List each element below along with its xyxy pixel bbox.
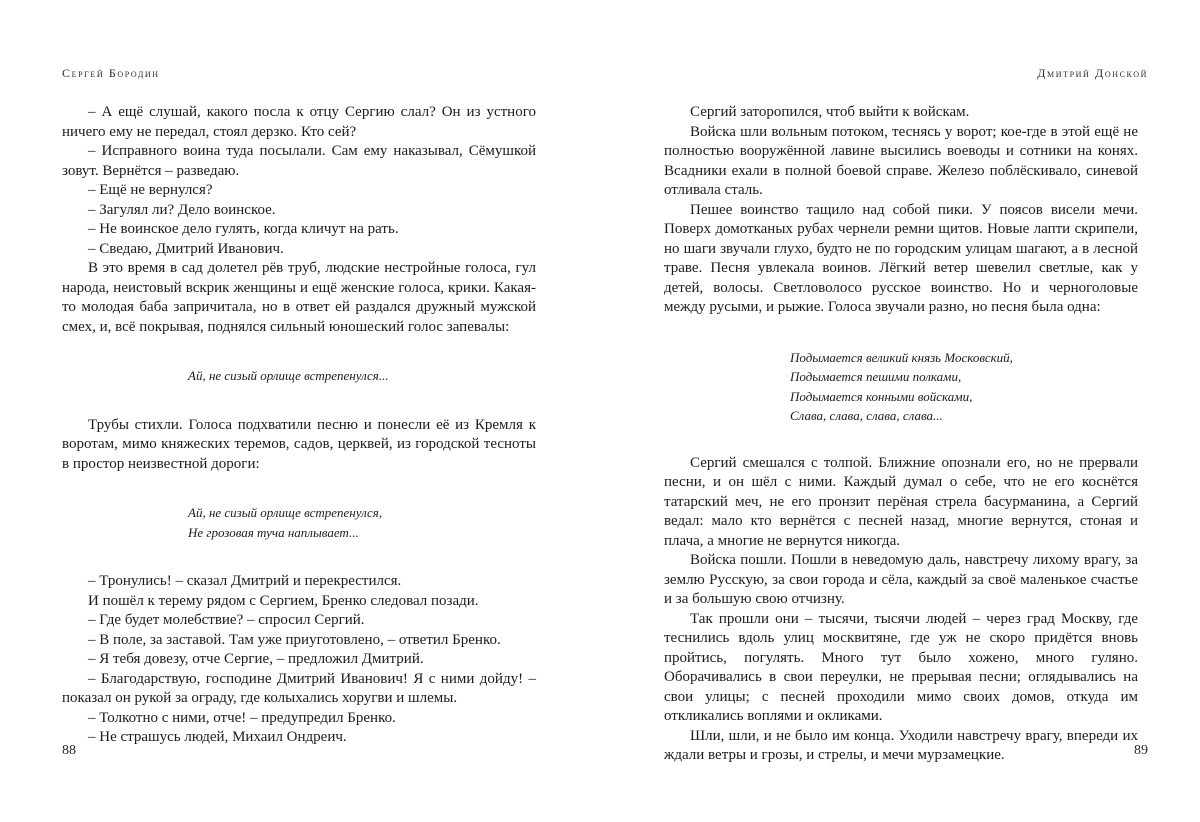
paragraph: Сергий смешался с толпой. Ближние опознали его, но не прервали песни, и он шёл с ними. Каждый думал о себе, что не его коснётся татарский меч, не его пронзит перёная стрела басурманина, а Сергий ведал: мало кто вернётся с песней назад, многие вернутся, стоная и плача, а многие не вернутся никогда. <box>664 454 1138 549</box>
paragraph: Шли, шли, и не было им конца. Уходили навстречу врагу, впереди их ждали ветры и грозы, и стрелы, и мечи мурзамецкие. <box>664 727 1138 763</box>
paragraph: – Сведаю, Дмитрий Иванович. <box>88 240 284 257</box>
paragraph: – Не страшусь людей, Михаил Ондреич. <box>88 729 347 745</box>
running-head-author: Сергей Бородин <box>62 66 160 80</box>
paragraph: В это время в сад долетел рёв труб, людские нестройные голоса, гул народа, неистовый вскрик женщины и ещё женские голоса, крики. Какая-то молодая баба запричитала, но в ответ ей раздался дружный мужской смех, и, всё покрывая, поднялся сильный юношеский голос запевалы: <box>62 260 536 335</box>
verse-line: Ай, не сизый орлище встрепенулся, <box>188 505 383 520</box>
verse-line: Слава, слава, слава, слава... <box>790 408 943 423</box>
paragraph: – Толкотно с ними, отче! – предупредил Бренко. <box>88 709 396 726</box>
paragraph: – Загулял ли? Дело воинское. <box>88 201 276 218</box>
paragraph: – Я тебя довезу, отче Сергие, – предложил Дмитрий. <box>88 651 424 667</box>
verse-quote <box>62 337 536 416</box>
verse-line: Ай, не сизый орлище встрепенулся... <box>188 368 389 383</box>
paragraph: – Благодарствую, господине Дмитрий Иванович! Я с ними дойду! – показал он рукой за ограду, где колыхались хоругви и шлемы. <box>62 670 536 706</box>
paragraph: – Тронулись! – сказал Дмитрий и перекрестился. <box>88 573 402 589</box>
right-page <box>600 0 1200 822</box>
paragraph: Пешее воинство тащило над собой пики. У поясов висели мечи. Поверх домотканых рубах чернели ремни щитов. Новые лапти скрипели, но шаги звучали глухо, будто не по городским улицам шагают, а в лесной траве. Песня увлекала воинов. Лёгкий ветер шевелил светлые, как у детей, волосы. Светловолосо русское воинство. Но и черноголовые между русыми, и рыжие. Голоса звучали разно, но песня была одна: <box>664 201 1138 315</box>
paragraph: Сергий заторопился, чтоб выйти к войскам. <box>690 104 970 120</box>
right-page-body <box>664 103 1138 766</box>
verse-line: Подымается великий князь Московский, <box>790 349 1013 365</box>
paragraph: – Не воинское дело гулять, когда кличут на рать. <box>88 221 399 237</box>
paragraph: – В поле, за заставой. Там уже приуготовлено, – ответил Бренко. <box>88 631 501 648</box>
left-page-body <box>62 103 536 748</box>
page-number: 88 <box>62 743 76 758</box>
verse-line: Подымается пешими полками, <box>790 369 962 384</box>
paragraph: – Где будет молебствие? – спросил Сергий. <box>88 612 365 628</box>
paragraph: Войска пошли. Пошли в неведомую даль, навстречу лихому врагу, за землю Русскую, за свои города и сёла, каждый за своё маленькое счастье и за большую свою отчизну. <box>664 552 1138 607</box>
page-number: 89 <box>1134 743 1148 758</box>
verse-line: Не грозовая туча наплывает... <box>188 524 359 540</box>
paragraph: Так прошли они – тысячи, тысячи людей – через град Москву, где теснились вдоль улиц москвитяне, где уж не скоро придётся вновь пройтись, погулять. Много тут было хожено, много гуляно. Оборачивались в свои переулки, не прерывая песни; оглядывались на свои улицы; с песней проходили мимо своих домов, откуда им откликались воплями и окликами. <box>664 610 1138 724</box>
verse-line: Подымается конными войсками, <box>790 388 973 404</box>
paragraph: – Ещё не вернулся? <box>88 182 213 198</box>
verse-quote <box>664 318 1138 454</box>
running-head-title: Дмитрий Донской <box>1037 66 1148 80</box>
verse-quote <box>62 474 536 572</box>
paragraph: – А ещё слушай, какого посла к отцу Сергию слал? Он из устного ничего ему не передал, стоял дерзко. Кто сей? <box>62 104 536 140</box>
paragraph: Войска шли вольным потоком, теснясь у ворот; кое-где в этой ещё не полностью вооружённой лавине высились воеводы и сотники на конях. Всадники ехали в полной боевой справе. Железо поблёскивало, синевой отливала сталь. <box>664 123 1138 198</box>
paragraph: Трубы стихли. Голоса подхватили песню и понесли её из Кремля к воротам, мимо княжеских теремов, садов, церквей, из городской тесноты в простор неизвестной дороги: <box>62 416 536 472</box>
paragraph: И пошёл к терему рядом с Сергием, Бренко следовал позади. <box>88 592 479 609</box>
paragraph: – Исправного воина туда посылали. Сам ему наказывал, Сёмушкой зовут. Вернётся – разведаю. <box>62 143 536 179</box>
